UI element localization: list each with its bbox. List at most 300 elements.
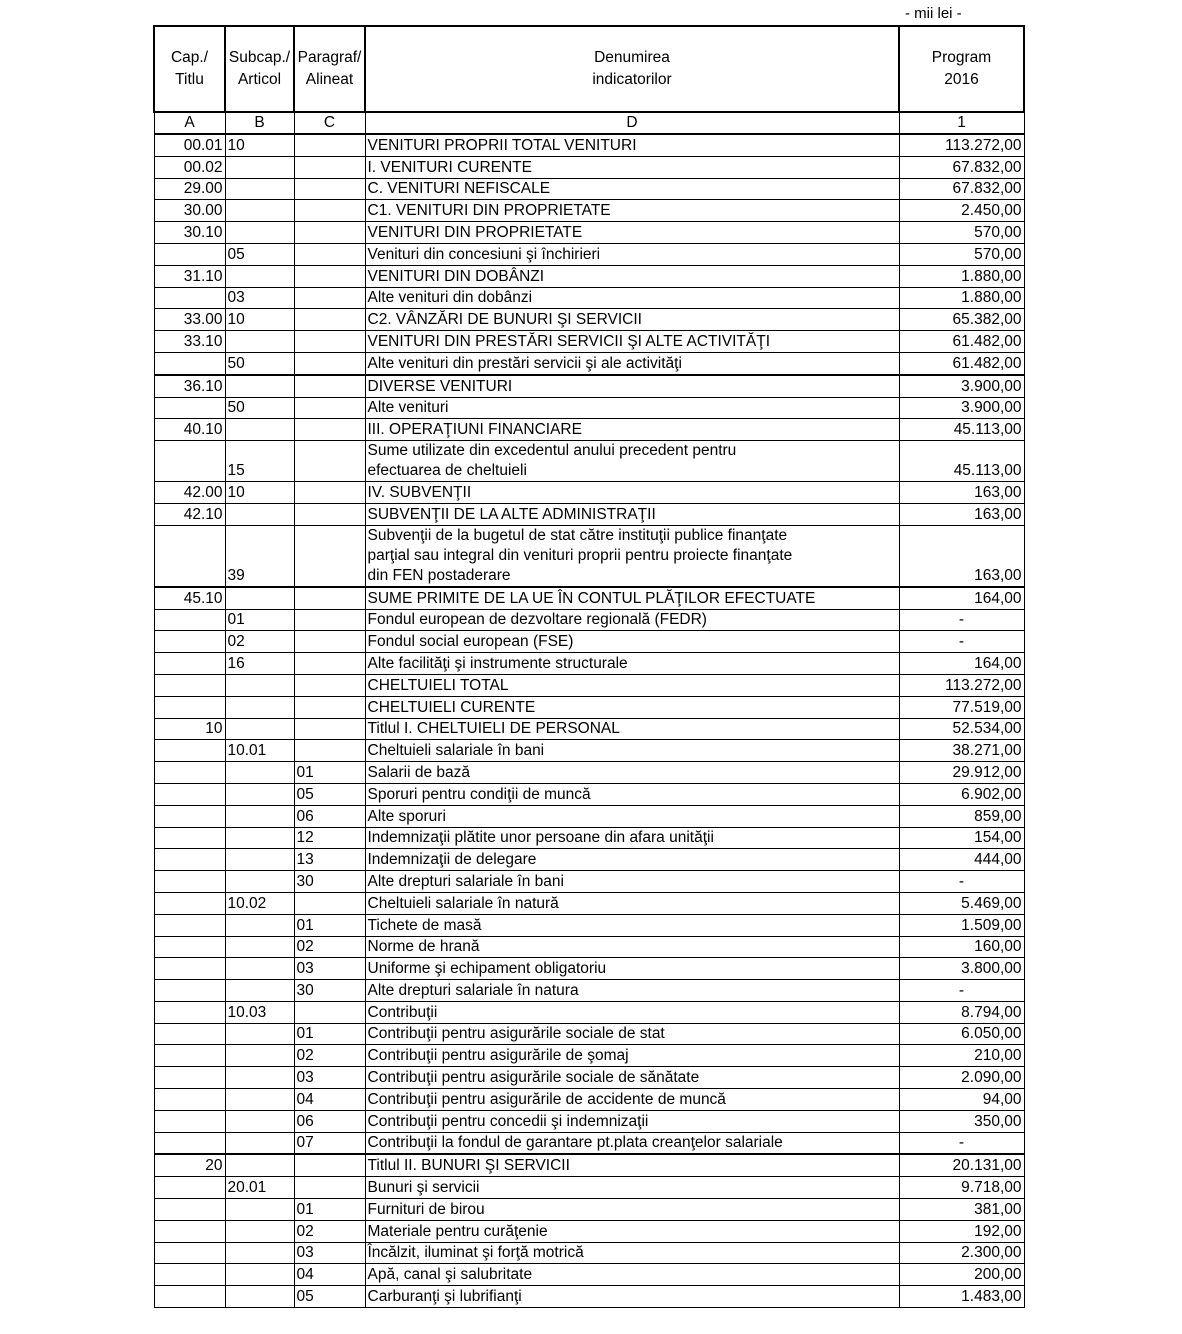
cell-program-value: 67.832,00 [899, 178, 1024, 200]
cell-program-value: 154,00 [899, 827, 1024, 849]
cell-cap-titlu [154, 696, 225, 718]
cell-cap-titlu [154, 1199, 225, 1221]
indicator-text-line: Contribuţii pentru asigurările sociale de sănătate [367, 1069, 700, 1087]
cell-subcap-articol [225, 1286, 294, 1308]
table-row [154, 352, 1024, 374]
indicator-text-line: Apă, canal şi salubritate [367, 1266, 533, 1284]
cell-denumirea [365, 352, 899, 374]
cell-paragraf-alineat [294, 309, 365, 331]
cell-subcap-articol: 03 [225, 287, 294, 309]
cell-denumirea [365, 1220, 899, 1242]
table-row [154, 631, 1024, 653]
cell-paragraf-alineat [294, 892, 365, 914]
cell-paragraf-alineat [294, 653, 365, 675]
table-row [154, 805, 1024, 827]
header-cap-titlu: Cap./ Titlu [154, 26, 225, 112]
cell-subcap-articol: 15 [225, 441, 294, 482]
cell-denumirea [365, 1242, 899, 1264]
table-row [154, 849, 1024, 871]
cell-program-value: 45.113,00 [899, 441, 1024, 482]
cell-subcap-articol: 10.02 [225, 892, 294, 914]
cell-denumirea [365, 936, 899, 958]
indicator-text-line: Bunuri şi servicii [367, 1179, 480, 1197]
cell-paragraf-alineat: 01 [294, 1023, 365, 1045]
cell-subcap-articol: 50 [225, 397, 294, 419]
indicator-text-line: parţial sau integral din venituri proprii pentru proiecte finanţate [367, 546, 793, 564]
cell-program-value: 444,00 [899, 849, 1024, 871]
indicator-text-line: Cheltuieli salariale în natură [367, 894, 559, 912]
cell-paragraf-alineat: 03 [294, 958, 365, 980]
cell-denumirea [365, 892, 899, 914]
indicator-text-line: Fondul social european (FSE) [367, 633, 574, 651]
indicator-text-line: Venituri din concesiuni şi închirieri [367, 245, 601, 263]
table-row [154, 980, 1024, 1002]
table-row [154, 653, 1024, 675]
cell-cap-titlu [154, 1110, 225, 1132]
cell-denumirea [365, 200, 899, 222]
cell-program-value: 210,00 [899, 1045, 1024, 1067]
table-row [154, 936, 1024, 958]
cell-program-value: 94,00 [899, 1089, 1024, 1111]
table-row [154, 1264, 1024, 1286]
table-row [154, 331, 1024, 353]
cell-cap-titlu [154, 980, 225, 1002]
cell-program-value: - [899, 980, 1024, 1002]
budget-table [153, 25, 1025, 1308]
cell-paragraf-alineat: 02 [294, 936, 365, 958]
cell-denumirea [365, 958, 899, 980]
cell-paragraf-alineat: 06 [294, 805, 365, 827]
cell-subcap-articol [225, 1132, 294, 1154]
cell-program-value: 20.131,00 [899, 1154, 1024, 1176]
table-row [154, 1177, 1024, 1199]
cell-program-value: - [899, 631, 1024, 653]
cell-paragraf-alineat: 05 [294, 783, 365, 805]
cell-paragraf-alineat [294, 375, 365, 397]
cell-paragraf-alineat: 03 [294, 1067, 365, 1089]
cell-denumirea [365, 503, 899, 525]
indicator-text-line: Sporuri pentru condiţii de muncă [367, 785, 591, 803]
table-body [154, 134, 1024, 1308]
cell-cap-titlu [154, 1220, 225, 1242]
table-row [154, 827, 1024, 849]
cell-paragraf-alineat: 05 [294, 1286, 365, 1308]
cell-denumirea [365, 805, 899, 827]
indicator-text-line: Alte venituri din dobânzi [367, 289, 533, 307]
cell-denumirea [365, 740, 899, 762]
cell-subcap-articol [225, 762, 294, 784]
header-program: Program 2016 [899, 26, 1024, 112]
table-row [154, 1001, 1024, 1023]
cell-program-value: 3.900,00 [899, 397, 1024, 419]
cell-subcap-articol [225, 958, 294, 980]
cell-subcap-articol [225, 936, 294, 958]
cell-subcap-articol [225, 178, 294, 200]
table-row [154, 178, 1024, 200]
indicator-text-line: SUME PRIMITE DE LA UE ÎN CONTUL PLĂŢILOR EFECTUATE [367, 589, 816, 607]
cell-paragraf-alineat [294, 503, 365, 525]
cell-denumirea [365, 871, 899, 893]
cell-denumirea [365, 397, 899, 419]
cell-program-value: 3.900,00 [899, 375, 1024, 397]
cell-program-value: 29.912,00 [899, 762, 1024, 784]
indicator-text-line: Contribuţii [367, 1003, 438, 1021]
cell-paragraf-alineat: 03 [294, 1242, 365, 1264]
table-row [154, 265, 1024, 287]
cell-cap-titlu [154, 1286, 225, 1308]
cell-paragraf-alineat [294, 696, 365, 718]
table-row [154, 958, 1024, 980]
cell-denumirea [365, 309, 899, 331]
cell-cap-titlu [154, 441, 225, 482]
table-row [154, 1023, 1024, 1045]
indicator-text-line: Indemnizaţii plătite unor persoane din afara unităţii [367, 829, 714, 847]
cell-subcap-articol [225, 674, 294, 696]
cell-program-value: 163,00 [899, 525, 1024, 587]
indicator-text-line: Alte drepturi salariale în bani [367, 872, 564, 890]
cell-cap-titlu [154, 1045, 225, 1067]
cell-cap-titlu [154, 397, 225, 419]
cell-program-value: 8.794,00 [899, 1001, 1024, 1023]
indicator-text-line: Contribuţii pentru asigurările de şomaj [367, 1047, 629, 1065]
cell-cap-titlu [154, 740, 225, 762]
cell-subcap-articol: 16 [225, 653, 294, 675]
cell-paragraf-alineat [294, 1001, 365, 1023]
cell-denumirea [365, 1001, 899, 1023]
cell-subcap-articol [225, 871, 294, 893]
indicator-text-line: Alte sporuri [367, 807, 446, 825]
indicator-text-line: Contribuţii pentru asigurările sociale de stat [367, 1025, 665, 1043]
cell-program-value: 163,00 [899, 482, 1024, 504]
cell-paragraf-alineat: 13 [294, 849, 365, 871]
cell-subcap-articol: 20.01 [225, 1177, 294, 1199]
table-row [154, 892, 1024, 914]
cell-subcap-articol [225, 1110, 294, 1132]
cell-program-value: 113.272,00 [899, 674, 1024, 696]
indicator-text-line: CHELTUIELI TOTAL [367, 676, 509, 694]
cell-program-value: 6.902,00 [899, 783, 1024, 805]
cell-program-value: 61.482,00 [899, 331, 1024, 353]
table-row [154, 287, 1024, 309]
cell-subcap-articol [225, 1264, 294, 1286]
cell-cap-titlu [154, 609, 225, 631]
table-row [154, 783, 1024, 805]
cell-denumirea [365, 587, 899, 609]
cell-subcap-articol [225, 503, 294, 525]
cell-subcap-articol [225, 222, 294, 244]
indicator-text-line: efectuarea de cheltuieli [367, 462, 527, 480]
cell-subcap-articol [225, 849, 294, 871]
cell-denumirea [365, 827, 899, 849]
indicator-text-line: Alte venituri [367, 399, 449, 417]
table-row [154, 1045, 1024, 1067]
letter-d: D [365, 112, 899, 134]
cell-program-value: 45.113,00 [899, 419, 1024, 441]
cell-denumirea [365, 696, 899, 718]
cell-cap-titlu: 00.01 [154, 134, 225, 156]
cell-subcap-articol [225, 1154, 294, 1176]
cell-program-value: 2.450,00 [899, 200, 1024, 222]
cell-program-value: - [899, 871, 1024, 893]
cell-denumirea [365, 1199, 899, 1221]
cell-cap-titlu [154, 892, 225, 914]
cell-denumirea [365, 1132, 899, 1154]
indicator-text-line: Alte facilităţi şi instrumente structurale [367, 654, 628, 672]
cell-program-value: 67.832,00 [899, 156, 1024, 178]
cell-subcap-articol [225, 914, 294, 936]
cell-subcap-articol [225, 1199, 294, 1221]
cell-subcap-articol: 01 [225, 609, 294, 631]
cell-cap-titlu [154, 1264, 225, 1286]
indicator-text-line: Norme de hrană [367, 938, 480, 956]
letter-1: 1 [899, 112, 1024, 134]
cell-subcap-articol [225, 587, 294, 609]
cell-subcap-articol [225, 696, 294, 718]
cell-cap-titlu: 29.00 [154, 178, 225, 200]
cell-program-value: 3.800,00 [899, 958, 1024, 980]
cell-paragraf-alineat: 01 [294, 1199, 365, 1221]
cell-paragraf-alineat [294, 178, 365, 200]
cell-denumirea [365, 525, 899, 587]
cell-cap-titlu: 45.10 [154, 587, 225, 609]
cell-denumirea [365, 1089, 899, 1111]
indicator-text-line: Sume utilizate din excedentul anului precedent pentru [367, 442, 737, 460]
cell-paragraf-alineat [294, 331, 365, 353]
cell-denumirea [365, 849, 899, 871]
cell-cap-titlu [154, 352, 225, 374]
cell-denumirea [365, 762, 899, 784]
table-row [154, 696, 1024, 718]
cell-paragraf-alineat: 12 [294, 827, 365, 849]
unit-label: - mii lei - [905, 5, 962, 22]
cell-paragraf-alineat [294, 587, 365, 609]
table-row [154, 1154, 1024, 1176]
cell-denumirea [365, 631, 899, 653]
table-row [154, 762, 1024, 784]
cell-program-value: 859,00 [899, 805, 1024, 827]
cell-subcap-articol: 10 [225, 309, 294, 331]
cell-program-value: 200,00 [899, 1264, 1024, 1286]
cell-cap-titlu: 40.10 [154, 419, 225, 441]
cell-program-value: 65.382,00 [899, 309, 1024, 331]
cell-program-value: 164,00 [899, 587, 1024, 609]
table-row [154, 587, 1024, 609]
indicator-text-line: VENITURI DIN PROPRIETATE [367, 223, 583, 241]
cell-program-value: 164,00 [899, 653, 1024, 675]
cell-paragraf-alineat [294, 525, 365, 587]
indicator-text-line: Alte venituri din prestări servicii şi ale activităţi [367, 354, 682, 372]
cell-denumirea [365, 419, 899, 441]
column-letters-row [154, 112, 1024, 134]
table-row [154, 1089, 1024, 1111]
indicator-text-line: Contribuţii pentru concedii şi indemnizaţii [367, 1112, 649, 1130]
indicator-text-line: IV. SUBVENŢII [367, 483, 472, 501]
indicator-text-line: SUBVENŢII DE LA ALTE ADMINISTRAŢII [367, 505, 656, 523]
table-row [154, 674, 1024, 696]
cell-paragraf-alineat [294, 609, 365, 631]
cell-denumirea [365, 222, 899, 244]
cell-cap-titlu [154, 936, 225, 958]
table-row [154, 419, 1024, 441]
cell-denumirea [365, 609, 899, 631]
cell-denumirea [365, 980, 899, 1002]
cell-denumirea [365, 134, 899, 156]
cell-paragraf-alineat [294, 441, 365, 482]
cell-subcap-articol [225, 783, 294, 805]
indicator-text-line: Salarii de bază [367, 763, 471, 781]
cell-subcap-articol [225, 419, 294, 441]
cell-paragraf-alineat [294, 222, 365, 244]
cell-paragraf-alineat [294, 200, 365, 222]
indicator-text-line: DIVERSE VENITURI [367, 377, 513, 395]
cell-program-value: 113.272,00 [899, 134, 1024, 156]
cell-subcap-articol [225, 718, 294, 740]
cell-program-value: 163,00 [899, 503, 1024, 525]
cell-denumirea [365, 1110, 899, 1132]
indicator-text-line: Materiale pentru curăţenie [367, 1222, 548, 1240]
cell-subcap-articol [225, 1067, 294, 1089]
cell-cap-titlu [154, 1132, 225, 1154]
indicator-text-line: C1. VENITURI DIN PROPRIETATE [367, 202, 611, 220]
cell-subcap-articol: 05 [225, 243, 294, 265]
table-row [154, 1220, 1024, 1242]
cell-paragraf-alineat [294, 631, 365, 653]
cell-subcap-articol: 10 [225, 134, 294, 156]
table-row [154, 397, 1024, 419]
cell-paragraf-alineat: 02 [294, 1045, 365, 1067]
cell-program-value: 6.050,00 [899, 1023, 1024, 1045]
indicator-text-line: Indemnizaţii de delegare [367, 851, 537, 869]
cell-denumirea [365, 482, 899, 504]
cell-program-value: 77.519,00 [899, 696, 1024, 718]
cell-denumirea [365, 243, 899, 265]
indicator-text-line: C. VENITURI NEFISCALE [367, 180, 551, 198]
cell-denumirea [365, 156, 899, 178]
cell-program-value: 160,00 [899, 936, 1024, 958]
cell-cap-titlu [154, 805, 225, 827]
cell-subcap-articol [225, 805, 294, 827]
cell-cap-titlu [154, 1177, 225, 1199]
cell-denumirea [365, 441, 899, 482]
cell-subcap-articol [225, 1220, 294, 1242]
header-paragraf-alineat: Paragraf/ Alineat [294, 26, 365, 112]
cell-paragraf-alineat [294, 1177, 365, 1199]
cell-subcap-articol [225, 1045, 294, 1067]
cell-cap-titlu: 20 [154, 1154, 225, 1176]
indicator-text-line: Contribuţii pentru asigurările de accidente de muncă [367, 1090, 726, 1108]
cell-cap-titlu [154, 653, 225, 675]
cell-denumirea [365, 1154, 899, 1176]
cell-program-value: 350,00 [899, 1110, 1024, 1132]
cell-cap-titlu [154, 631, 225, 653]
cell-cap-titlu [154, 1067, 225, 1089]
indicator-text-line: VENITURI DIN PRESTĂRI SERVICII ŞI ALTE ACTIVITĂŢI [367, 332, 771, 350]
cell-program-value: 381,00 [899, 1199, 1024, 1221]
table-row [154, 1199, 1024, 1221]
cell-denumirea [365, 1067, 899, 1089]
cell-paragraf-alineat [294, 674, 365, 696]
indicator-text-line: Cheltuieli salariale în bani [367, 742, 545, 760]
cell-cap-titlu [154, 914, 225, 936]
cell-program-value: 52.534,00 [899, 718, 1024, 740]
table-row [154, 1286, 1024, 1308]
letter-b: B [225, 112, 294, 134]
cell-subcap-articol: 50 [225, 352, 294, 374]
cell-subcap-articol [225, 1023, 294, 1045]
cell-program-value: 1.880,00 [899, 287, 1024, 309]
table-row [154, 222, 1024, 244]
header-subcap-articol: Subcap./ Articol [225, 26, 294, 112]
cell-cap-titlu [154, 827, 225, 849]
cell-cap-titlu: 33.00 [154, 309, 225, 331]
cell-cap-titlu [154, 287, 225, 309]
cell-program-value: 1.483,00 [899, 1286, 1024, 1308]
table-row [154, 200, 1024, 222]
cell-paragraf-alineat [294, 740, 365, 762]
cell-paragraf-alineat: 04 [294, 1264, 365, 1286]
cell-program-value: 192,00 [899, 1220, 1024, 1242]
cell-paragraf-alineat: 06 [294, 1110, 365, 1132]
indicator-text-line: din FEN postaderare [367, 566, 511, 584]
cell-subcap-articol [225, 827, 294, 849]
indicator-text-line: III. OPERAŢIUNI FINANCIARE [367, 421, 582, 439]
table-row [154, 309, 1024, 331]
cell-cap-titlu [154, 958, 225, 980]
cell-paragraf-alineat [294, 482, 365, 504]
indicator-text-line: Fondul european de dezvoltare regională (FEDR) [367, 611, 707, 629]
cell-denumirea [365, 178, 899, 200]
cell-paragraf-alineat [294, 1154, 365, 1176]
cell-subcap-articol: 39 [225, 525, 294, 587]
cell-denumirea [365, 914, 899, 936]
cell-cap-titlu: 30.00 [154, 200, 225, 222]
cell-paragraf-alineat [294, 397, 365, 419]
indicator-text-line: Contribuţii la fondul de garantare pt.plata creanţelor salariale [367, 1134, 783, 1152]
cell-subcap-articol [225, 980, 294, 1002]
indicator-text-line: Titlul II. BUNURI ŞI SERVICII [367, 1157, 570, 1175]
cell-paragraf-alineat: 07 [294, 1132, 365, 1154]
table-row [154, 1067, 1024, 1089]
cell-program-value: 61.482,00 [899, 352, 1024, 374]
cell-denumirea [365, 1023, 899, 1045]
cell-program-value: 570,00 [899, 222, 1024, 244]
cell-subcap-articol [225, 156, 294, 178]
cell-paragraf-alineat [294, 265, 365, 287]
cell-cap-titlu: 33.10 [154, 331, 225, 353]
cell-program-value: 570,00 [899, 243, 1024, 265]
table-row [154, 871, 1024, 893]
letter-a: A [154, 112, 225, 134]
table-row [154, 503, 1024, 525]
cell-paragraf-alineat: 01 [294, 914, 365, 936]
indicator-text-line: Carburanţi şi lubrifianţi [367, 1288, 522, 1306]
cell-paragraf-alineat: 30 [294, 871, 365, 893]
indicator-text-line: Subvenţii de la bugetul de stat către instituţii publice finanţate [367, 526, 788, 544]
cell-program-value: - [899, 609, 1024, 631]
cell-subcap-articol [225, 331, 294, 353]
cell-denumirea [365, 265, 899, 287]
cell-subcap-articol [225, 1242, 294, 1264]
indicator-text-line: Încălzit, iluminat şi forţă motrică [367, 1244, 584, 1262]
table-row [154, 134, 1024, 156]
indicator-text-line: VENITURI DIN DOBÂNZI [367, 267, 545, 285]
indicator-text-line: VENITURI PROPRII TOTAL VENITURI [367, 136, 637, 154]
cell-program-value: 9.718,00 [899, 1177, 1024, 1199]
cell-subcap-articol [225, 375, 294, 397]
cell-paragraf-alineat: 04 [294, 1089, 365, 1111]
cell-denumirea [365, 674, 899, 696]
cell-paragraf-alineat [294, 419, 365, 441]
